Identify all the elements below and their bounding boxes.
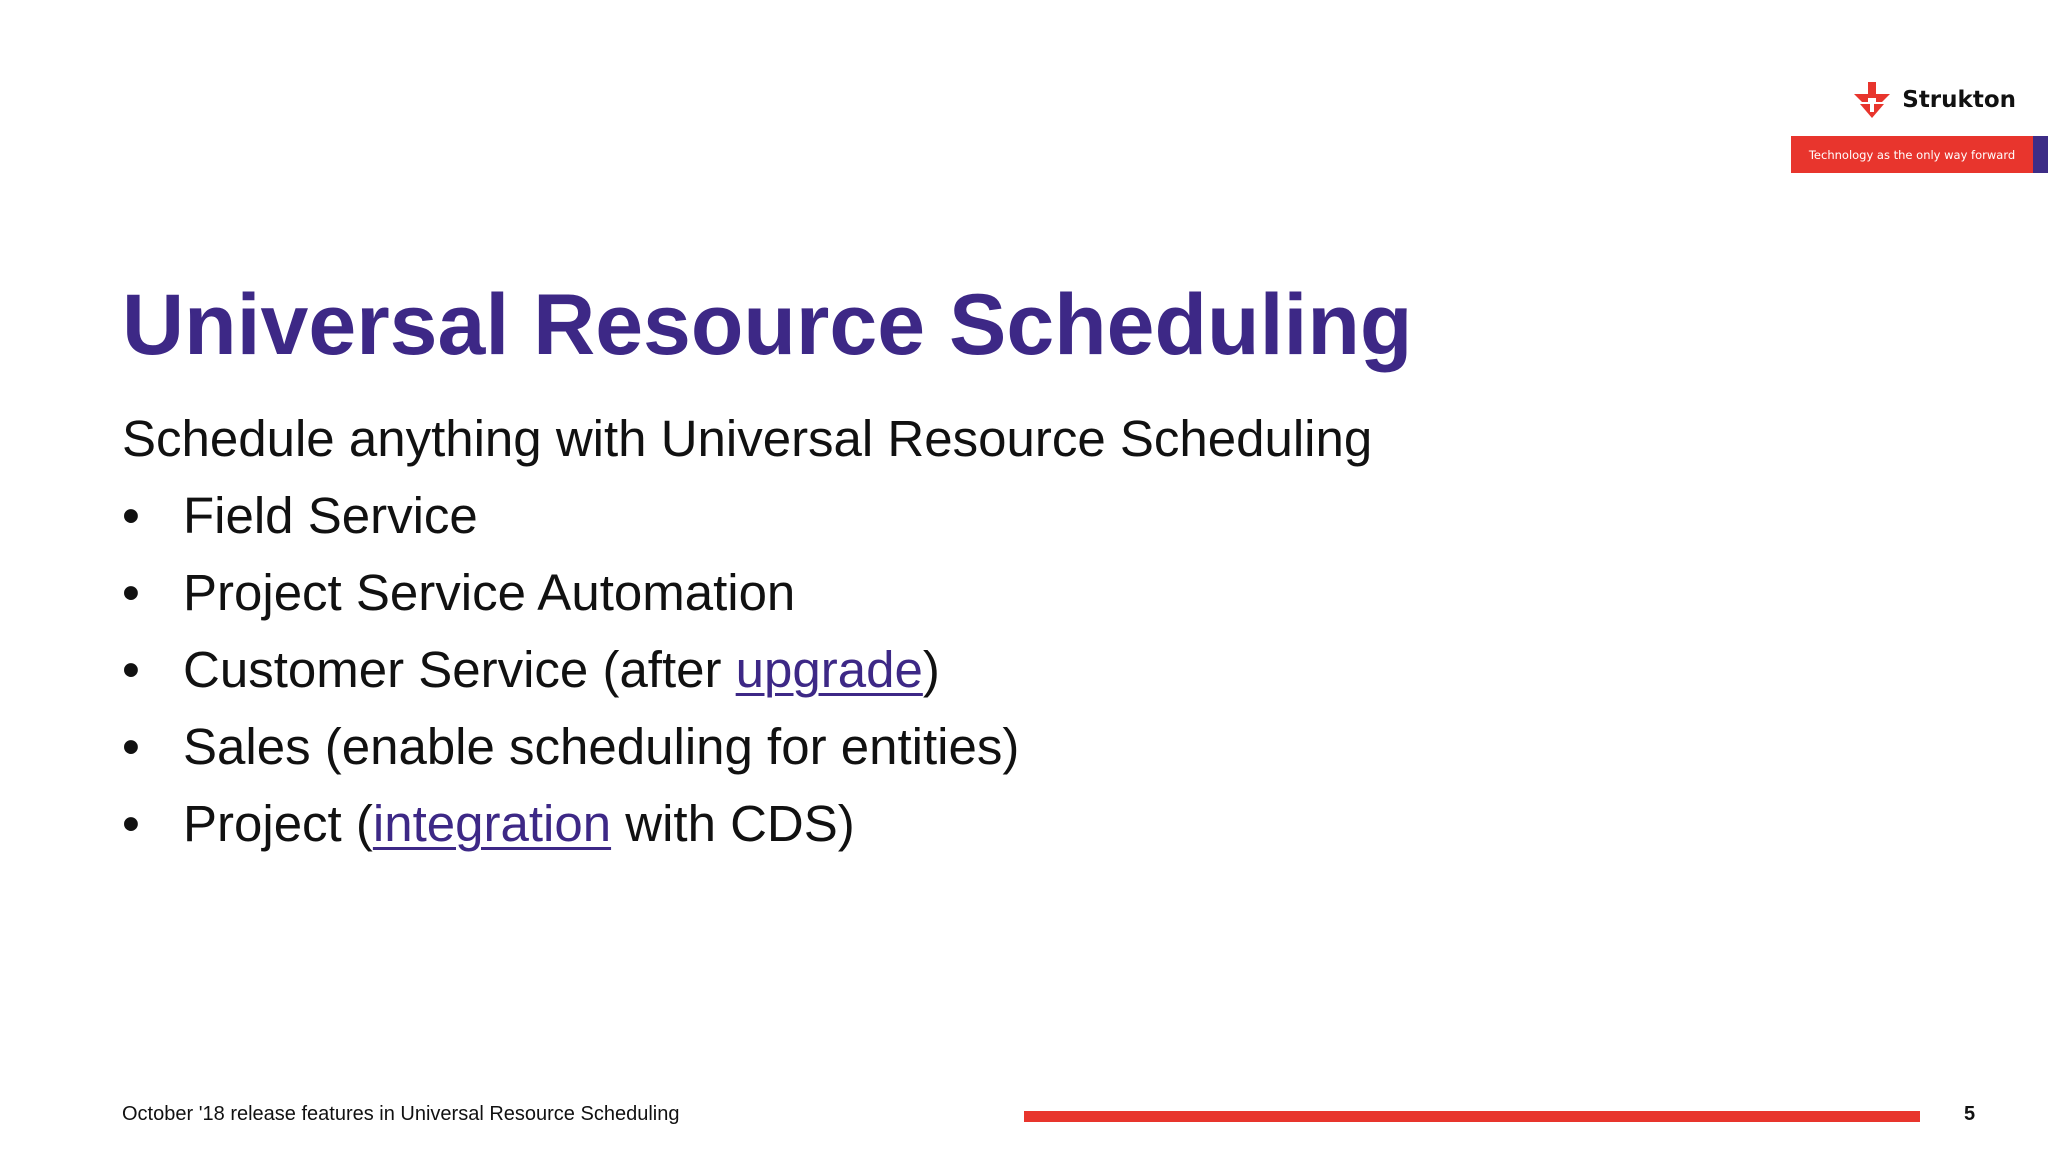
bullet-list [122,485,1019,870]
strukton-logo-icon [1852,80,1892,120]
bullet-dot: • [122,564,140,621]
bullet-text-prefix: Customer Service (after [183,641,736,698]
bullet-text: Project Service Automation [183,564,796,621]
slide-title: Universal Resource Scheduling [122,277,1413,373]
tagline-banner: Technology as the only way forward [1791,136,2033,173]
brand-logo [1852,80,2016,120]
bullet-dot: • [122,641,140,698]
bullet-dot: • [122,487,140,544]
bullet-text-prefix: Project ( [183,795,373,852]
bullet-text: Sales (enable scheduling for entities) [183,718,1020,775]
footer-caption: October '18 release features in Universal Resource Scheduling [122,1103,680,1125]
upgrade-link[interactable]: upgrade [735,641,923,698]
tagline-accent-bar [2033,136,2048,173]
page-number: 5 [1964,1103,1976,1125]
slide-subtitle: Schedule anything with Universal Resource Scheduling [122,410,1373,467]
bullet-dot: • [122,795,140,852]
bullet-text: Field Service [183,487,478,544]
bullet-item-customer-service [122,639,1019,716]
bullet-item-sales [122,716,1019,793]
bullet-dot: • [122,718,140,775]
bullet-item-project-service-automation [122,562,1019,639]
integration-link[interactable]: integration [372,795,612,852]
brand-name: Strukton [1902,87,2016,113]
bullet-text-suffix: ) [922,641,940,698]
bullet-item-project [122,793,1019,870]
bullet-item-field-service [122,485,1019,562]
bullet-text-suffix: with CDS) [611,795,855,852]
footer-accent-bar [1024,1111,1920,1122]
